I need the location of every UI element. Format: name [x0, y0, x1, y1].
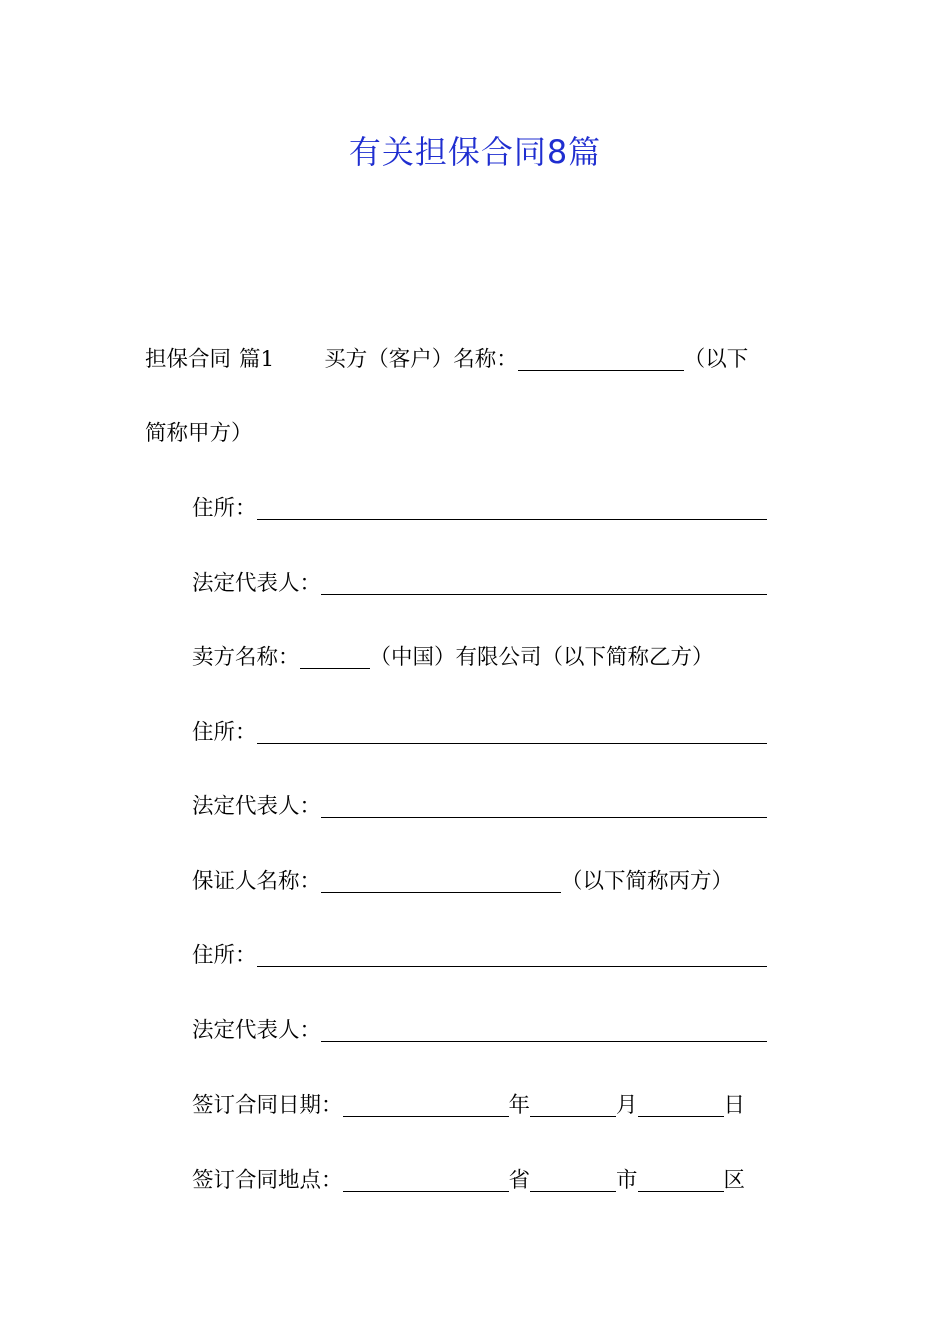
buyer-legal-rep-label: 法定代表人： — [192, 571, 322, 596]
seller-address-label: 住所： — [192, 720, 257, 745]
seller-name-blank[interactable] — [300, 644, 370, 669]
sign-district-blank[interactable] — [638, 1167, 724, 1192]
guarantor-name-label: 保证人名称： — [192, 869, 322, 894]
guarantor-legal-rep-line — [192, 1013, 767, 1049]
buyer-name-blank[interactable] — [518, 346, 684, 371]
buyer-suffix-line — [145, 416, 810, 452]
buyer-address-blank[interactable] — [257, 495, 767, 520]
guarantor-address-label: 住所： — [192, 943, 257, 968]
buyer-name-label: 买方（客户）名称： — [324, 347, 518, 372]
buyer-suffix: （以下 — [683, 347, 749, 372]
document-title: 有关担保合同8篇 — [348, 133, 602, 171]
seller-name-line — [192, 640, 767, 676]
guarantor-address-blank[interactable] — [257, 942, 767, 967]
district-label: 区 — [723, 1168, 746, 1193]
seller-address-line — [192, 715, 767, 751]
buyer-legal-rep-blank[interactable] — [321, 570, 767, 595]
province-label: 省 — [508, 1168, 531, 1193]
seller-legal-rep-label: 法定代表人： — [192, 794, 322, 819]
section-label: 担保合同 — [145, 347, 232, 372]
sign-month-blank[interactable] — [530, 1092, 616, 1117]
guarantor-name-blank[interactable] — [321, 868, 561, 893]
sign-date-line — [192, 1088, 767, 1124]
sign-city-blank[interactable] — [530, 1167, 616, 1192]
city-label: 市 — [616, 1168, 638, 1193]
buyer-line — [145, 342, 810, 378]
year-label: 年 — [508, 1093, 531, 1118]
month-label: 月 — [616, 1093, 638, 1118]
guarantor-name-line — [192, 864, 767, 900]
section-number: 篇1 — [239, 347, 275, 372]
sign-day-blank[interactable] — [638, 1092, 724, 1117]
seller-name-label: 卖方名称： — [192, 645, 300, 670]
sign-date-label: 签订合同日期： — [192, 1093, 343, 1118]
buyer-suffix-continuation: 简称甲方） — [145, 421, 253, 446]
seller-legal-rep-blank[interactable] — [321, 793, 767, 818]
sign-place-label: 签订合同地点： — [192, 1168, 343, 1193]
sign-province-blank[interactable] — [343, 1167, 509, 1192]
guarantor-address-line — [192, 938, 767, 974]
sign-place-line — [192, 1163, 767, 1199]
seller-address-blank[interactable] — [257, 719, 767, 744]
day-label: 日 — [723, 1093, 746, 1118]
guarantor-name-suffix: （以下简称丙方） — [561, 869, 734, 894]
guarantor-legal-rep-label: 法定代表人： — [192, 1018, 322, 1043]
buyer-address-label: 住所： — [192, 496, 257, 521]
guarantor-legal-rep-blank[interactable] — [321, 1017, 767, 1042]
sign-year-blank[interactable] — [343, 1092, 509, 1117]
buyer-address-line — [192, 491, 767, 527]
buyer-legal-rep-line — [192, 566, 767, 602]
seller-name-suffix: （中国）有限公司（以下简称乙方） — [369, 645, 714, 670]
seller-legal-rep-line — [192, 789, 767, 825]
